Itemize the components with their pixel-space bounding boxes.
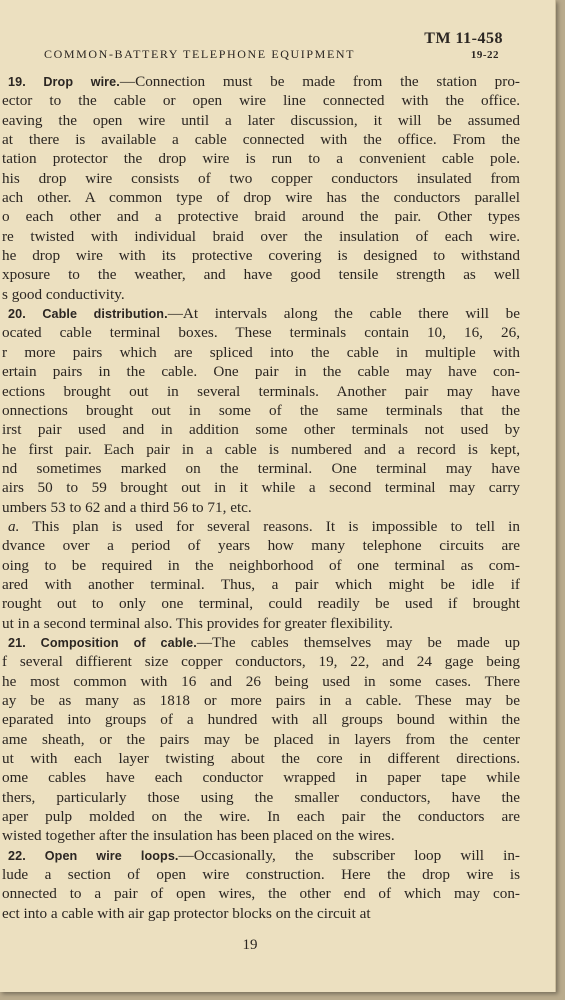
paragraph-range: 19-22: [470, 49, 499, 61]
text-line: [0, 884, 520, 903]
text-line: [0, 362, 520, 381]
line-text: s good conductivity.: [2, 285, 125, 303]
text-line: [0, 169, 520, 188]
text-line: [0, 865, 520, 884]
line-text: ay be as many as 1818 or more pairs in a cable. These may be: [2, 692, 520, 709]
line-text: onnections brought out in some of the same terminals that the: [2, 401, 520, 419]
text-line: [0, 768, 520, 787]
line-text: at there is available a cable connected with the office. From the: [2, 131, 520, 149]
line-text: umbers 53 to 62 and a third 56 to 71, etc.: [2, 498, 252, 516]
paragraph-number: 22.: [8, 848, 45, 863]
line-text: ertain pairs in the cable. One pair in the cable may have con-: [2, 363, 520, 381]
text-line: [0, 207, 520, 226]
document-id: TM 11-458: [424, 30, 503, 47]
line-text: ector to the cable or open wire line connected with the office.: [2, 92, 520, 110]
paragraph: [0, 304, 520, 517]
text-line: [0, 343, 520, 362]
text-line: [0, 633, 520, 652]
text-line: [0, 323, 520, 342]
paragraph-number: 20.: [8, 307, 43, 322]
line-text: This plan is used for several reasons. It is impossible to tell in: [19, 517, 520, 535]
text-line: [0, 440, 520, 459]
paragraph-heading: Drop wire.: [43, 75, 120, 89]
line-text: ections brought out in several terminals. Another pair may have: [2, 382, 520, 400]
paragraph: [0, 633, 520, 846]
text-line: [0, 614, 520, 633]
line-text: r more pairs which are spliced into the cable in multiple with: [2, 343, 520, 361]
running-title: COMMON-BATTERY TELEPHONE EQUIPMENT: [44, 47, 356, 61]
line-text: ame sheath, or the pairs may be placed in layers from the center: [2, 730, 520, 748]
text-line: [0, 652, 520, 671]
text-line: [0, 72, 520, 91]
text-line: [0, 459, 520, 478]
paragraph: [0, 517, 520, 633]
line-text: ut in a second terminal also. This provides for greater flexibility.: [2, 614, 393, 632]
line-text: dvance over a period of years how many telephone circuits are: [2, 537, 520, 555]
text-line: [0, 575, 520, 594]
line-text: —At intervals along the cable there will be: [167, 305, 520, 323]
paragraph: [0, 846, 520, 923]
line-text: xposure to the weather, and have good tensile strength as well: [2, 266, 520, 284]
paragraph-number: a.: [8, 517, 20, 535]
line-text: ect into a cable with air gap protector blocks on the circuit at: [2, 904, 371, 922]
line-text: —Occasionally, the subscriber loop will in-: [178, 846, 520, 864]
text-line: [0, 517, 520, 536]
text-line: [0, 227, 520, 246]
page-number: 19: [242, 937, 258, 953]
text-line: [0, 149, 520, 168]
text-line: [0, 556, 520, 575]
line-text: aper pulp molded on the wire. In each pair the conductors are: [2, 808, 520, 826]
text-line: [0, 111, 520, 130]
text-line: [0, 265, 520, 284]
page-body: [0, 72, 520, 923]
paragraph: [0, 72, 520, 304]
line-text: tation protector the drop wire is run to a convenient cable pole.: [2, 150, 520, 168]
text-line: [0, 594, 520, 613]
text-line: [0, 401, 520, 420]
line-text: ut with each layer twisting about the core in different directions.: [2, 750, 520, 768]
line-text: —The cables themselves may be made up: [196, 633, 520, 651]
line-text: thers, particularly those using the smaller conductors, have the: [2, 788, 520, 806]
text-line: [0, 826, 520, 845]
text-line: [0, 285, 520, 304]
text-line: [0, 730, 520, 749]
line-text: he drop wire with its protective covering is designed to withstand: [2, 247, 520, 265]
text-line: [0, 382, 520, 401]
line-text: onnected to a pair of open wires, the other end of which may con-: [2, 885, 520, 903]
paragraph-number: 19.: [8, 75, 44, 89]
line-text: his drop wire consists of two copper conductors insulated from: [2, 169, 520, 187]
text-line: [0, 304, 520, 323]
line-text: ach other. A common type of drop wire has the conductors parallel: [2, 189, 520, 207]
text-line: [0, 846, 520, 865]
line-text: ome cables have each conductor wrapped in paper tape while: [2, 769, 520, 787]
line-text: he first pair. Each pair in a cable is numbered and a record is kept,: [2, 440, 520, 458]
text-line: [0, 710, 520, 729]
line-text: ared with another terminal. Thus, a pair which might be idle if: [2, 575, 520, 593]
line-text: airs 50 to 59 brought out in it while a second terminal may carry: [2, 479, 520, 497]
paragraph-heading: Open wire loops.: [44, 848, 179, 863]
text-line: [0, 188, 520, 207]
text-line: [0, 691, 520, 710]
text-line: [0, 130, 520, 149]
line-text: f several diffierent size copper conductors, 19, 22, and 24 gage being: [2, 653, 520, 671]
line-text: irst pair used and in addition some other terminals not used by: [2, 421, 520, 439]
line-text: —Connection must be made from the station pro-: [119, 73, 520, 90]
line-text: wisted together after the insulation has been placed on the wires.: [2, 827, 395, 845]
text-line: [0, 498, 520, 517]
line-text: o each other and a protective braid around the pair. Other types: [2, 208, 520, 226]
line-text: lude a section of open wire construction. Here the drop wire is: [2, 866, 520, 884]
line-text: ocated cable terminal boxes. These terminals contain 10, 16, 26,: [2, 324, 520, 342]
line-text: rought out to only one terminal, could readily be used if brought: [2, 595, 520, 613]
line-text: nd sometimes marked on the terminal. One terminal may have: [2, 459, 520, 477]
paragraph-number: 21.: [8, 635, 41, 650]
text-line: [0, 91, 520, 110]
line-text: re twisted with individual braid over the insulation of each wire.: [2, 227, 520, 245]
line-text: he most common with 16 and 26 being used in some cases. There: [2, 672, 520, 690]
text-line: [0, 478, 520, 497]
text-line: [0, 749, 520, 768]
text-line: [0, 807, 520, 826]
paragraph-heading: Composition of cable.: [40, 635, 197, 650]
text-line: [0, 904, 520, 923]
text-line: [0, 788, 520, 807]
paragraph-heading: Cable distribution.: [42, 307, 168, 322]
text-line: [0, 536, 520, 555]
line-text: eparated into groups of a hundred with all groups bound within the: [2, 711, 520, 729]
text-line: [0, 246, 520, 265]
line-text: oing to be required in the neighborhood of one terminal as com-: [2, 556, 520, 574]
text-line: [0, 420, 520, 439]
text-line: [0, 672, 520, 691]
line-text: eaving the open wire until a later discussion, it will be assumed: [2, 111, 520, 129]
